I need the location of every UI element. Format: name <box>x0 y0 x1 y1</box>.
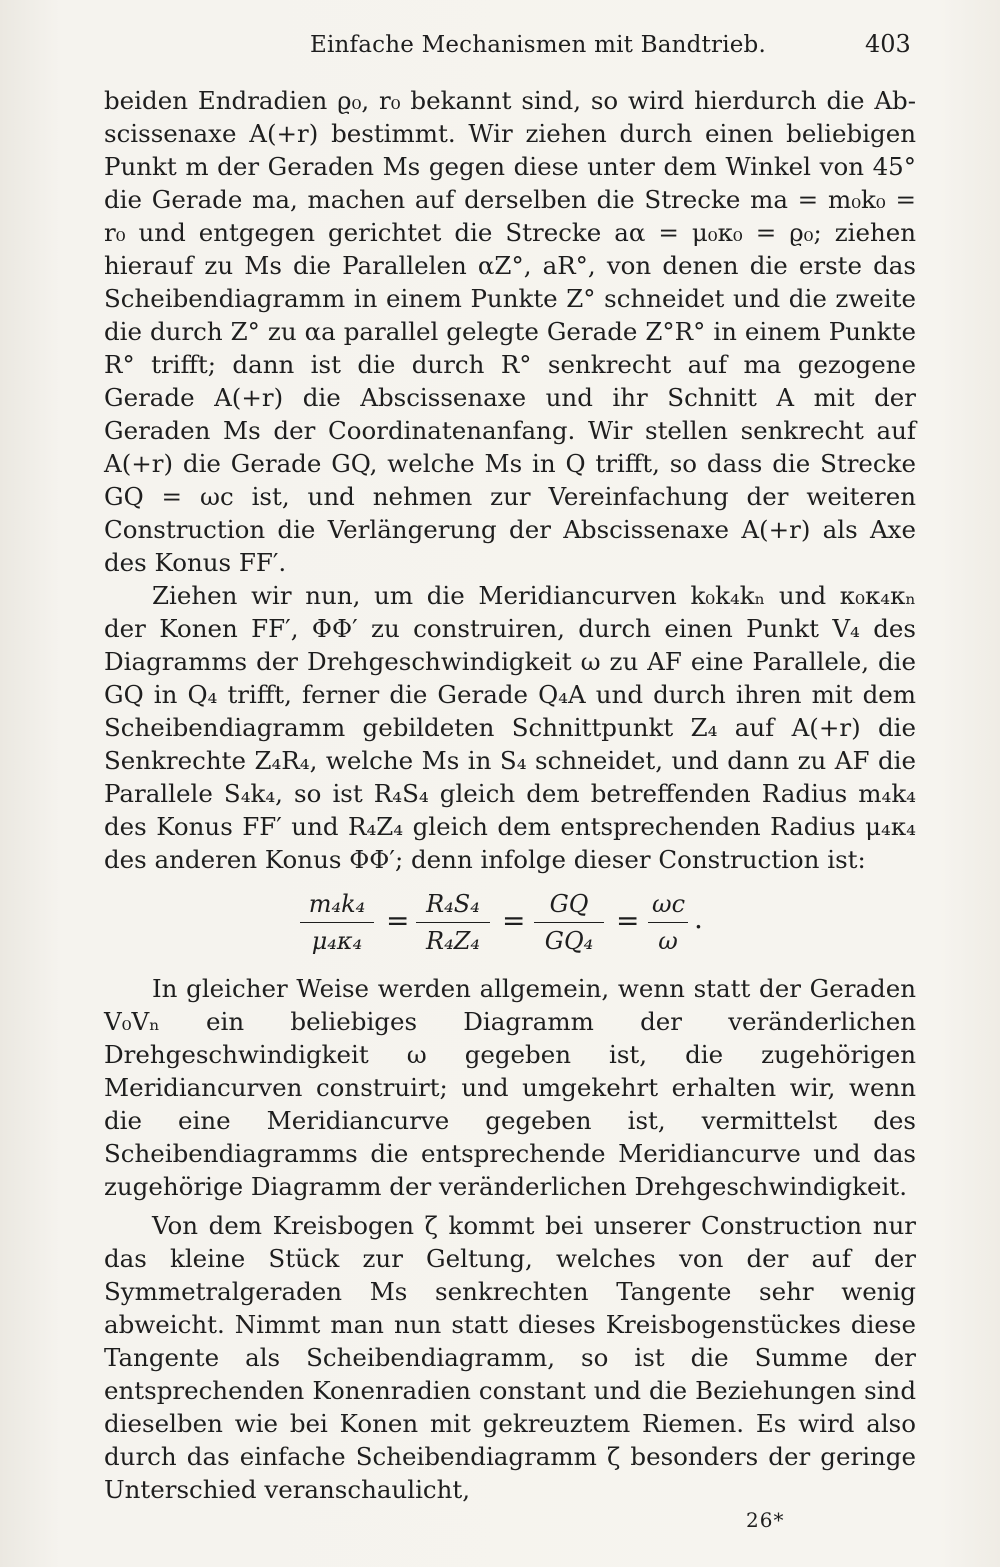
fraction-4-denominator: ω <box>658 927 678 955</box>
fraction-2 <box>416 886 490 959</box>
paragraph-4: Von dem Kreisbogen ζ kommt bei unserer Construction nur das kleine Stück zur Geltung, welches von der auf der Symmetralgeraden Ms senkrechten Tangente sehr wenig abweicht. Nimmt man nun statt dieses Kreisbogenstückes diese Tangente als Scheibendiagramm, so ist die Summe der entsprechenden Konenradien constant und die Beziehungen sind dieselben wie bei Konen mit gekreuztem Riemen. Es wird also durch das einfache Scheibendiagramm ζ besonders der geringe Unterschied veranschaulicht, <box>104 1211 916 1504</box>
fraction-2-denominator: R₄Z₄ <box>426 927 480 955</box>
fraction-4-numerator: ωc <box>648 886 688 923</box>
proportion-formula <box>104 884 916 970</box>
fraction-3-numerator: GQ <box>534 886 604 923</box>
paragraph-1: beiden Endradien ϱ₀, r₀ bekannt sind, so wird hierdurch die Abscissenaxe A(+r) bestimmt. Wir ziehen durch einen beliebigen Punkt m der Geraden Ms gegen diese unter dem Winkel von 45° die Gerade ma, machen auf derselben die Strecke ma = m₀k₀ = r₀ und entgegen gerichtet die Strecke aα = μ₀κ₀ = ϱ₀; ziehen hierauf zu Ms die Parallelen αZ°, aR°, von denen die erste das Scheibendiagramm in einem Punkte Z° schneidet und die zweite die durch Z° zu αa parallel gelegte Gerade Z°R° in einem Punkte R° trifft; dann ist die durch R° senkrecht auf ma gezogene Gerade A(+r) die Abscissenaxe und ihr Schnitt A mit der Geraden Ms der Coordinatenanfang. Wir stellen senkrecht auf A(+r) die Gerade GQ, welche Ms in Q trifft, so dass die Strecke GQ = ωc ist, und nehmen zur Vereinfachung der weiteren Construction die Verlängerung der Abscissenaxe A(+r) als Axe des Konus FF′. <box>104 86 916 577</box>
equals-sign-3: = <box>616 904 640 937</box>
body-text <box>104 84 916 1506</box>
fraction-3 <box>534 886 604 959</box>
running-head <box>0 28 1000 64</box>
fraction-1-denominator: μ₄κ₄ <box>311 927 363 955</box>
paragraph-2: Ziehen wir nun, um die Meridiancurven k₀k₄kₙ und κ₀κ₄κₙ der Konen FF′, ΦΦ′ zu construiren, durch einen Punkt V₄ des Diagramms der Drehgeschwindigkeit ω zu AF eine Parallele, die GQ in Q₄ trifft, ferner die Gerade Q₄A und durch ihren mit dem Scheibendiagramm gebildeten Schnittpunkt Z₄ auf A(+r) die Senkrechte Z₄R₄, welche Ms in S₄ schneidet, und dann zu AF die Parallele S₄k₄, so ist R₄S₄ gleich dem betreffenden Radius m₄k₄ des Konus FF′ und R₄Z₄ gleich dem entsprechenden Radius μ₄κ₄ des anderen Konus ΦΦ′; denn infolge dieser Construction ist: <box>104 581 916 874</box>
signature-mark: 26* <box>746 1508 785 1532</box>
fraction-4 <box>648 886 688 959</box>
fraction-3-denominator: GQ₄ <box>544 927 594 955</box>
equals-sign-1: = <box>386 904 410 937</box>
page-number: 403 <box>865 30 911 58</box>
formula-end-period: . <box>694 902 703 935</box>
fraction-1-numerator: m₄k₄ <box>300 886 374 923</box>
paragraph-3: In gleicher Weise werden allgemein, wenn statt der Geraden V₀Vₙ ein beliebiges Diagramm der veränderlichen Drehgeschwindigkeit ω gegeben ist, die zugehörigen Meridiancurven construirt; und umgekehrt erhalten wir, wenn die eine Meridiancurve gegeben ist, vermittelst des Scheibendiagramms die entsprechende Meridiancurve und das zugehörige Diagramm der veränderlichen Drehgeschwindigkeit. <box>104 974 916 1201</box>
equals-sign-2: = <box>502 904 526 937</box>
fraction-2-numerator: R₄S₄ <box>416 886 490 923</box>
fraction-1 <box>300 886 374 959</box>
running-title: Einfache Mechanismen mit Bandtrieb. <box>310 32 766 58</box>
